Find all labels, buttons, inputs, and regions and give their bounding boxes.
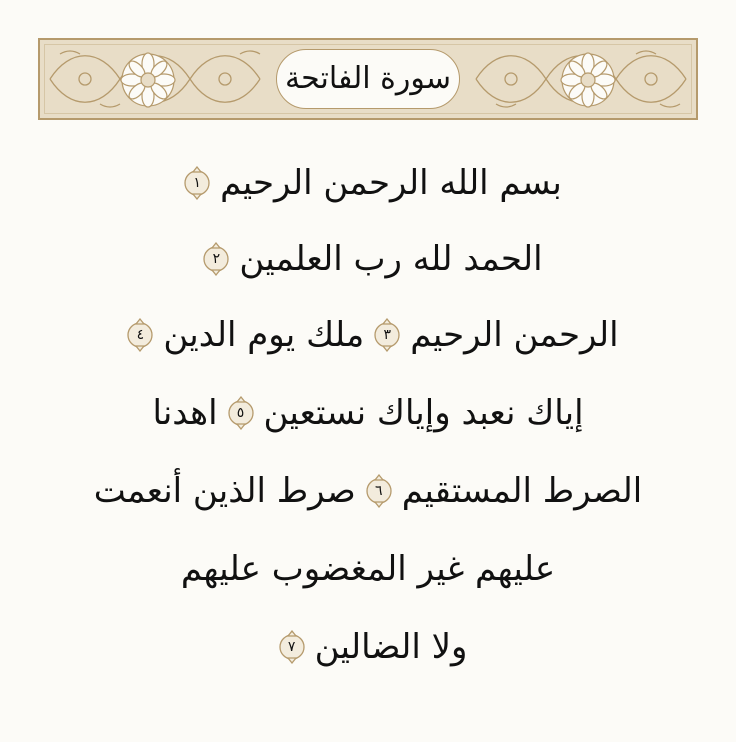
ayah-number: ١ bbox=[193, 174, 201, 191]
verse-line bbox=[40, 302, 696, 364]
ayah-number-marker bbox=[201, 242, 231, 276]
ayah-number: ٢ bbox=[212, 250, 221, 267]
verse-text: صرط الذين أنعمت bbox=[93, 470, 356, 511]
ayah-number-marker bbox=[125, 318, 155, 352]
ayah-number: ٣ bbox=[383, 326, 391, 343]
right-rosette-ornament bbox=[560, 52, 616, 108]
ayah-number-marker bbox=[277, 630, 307, 664]
verse-text: إياك نعبد وإياك نستعين bbox=[263, 392, 584, 433]
left-rosette-ornament bbox=[120, 52, 176, 108]
verse-text: ولا الضالين bbox=[314, 626, 468, 667]
ayah-number: ٤ bbox=[136, 326, 145, 343]
verse-text: عليهم غير المغضوب عليهم bbox=[180, 548, 556, 589]
verse-text: الصرط المستقيم bbox=[401, 470, 643, 511]
verse-text: اهدنا bbox=[152, 392, 218, 433]
ayah-number: ٧ bbox=[287, 638, 296, 655]
verse-text: بسم الله الرحمن الرحيم bbox=[220, 162, 562, 203]
verse-text: ملك يوم الدين bbox=[163, 314, 365, 355]
ayah-number-marker bbox=[226, 396, 256, 430]
verse-line bbox=[40, 614, 696, 676]
surah-header-ornament bbox=[38, 38, 698, 120]
surah-title-plate bbox=[276, 49, 460, 109]
verse-line bbox=[40, 226, 696, 288]
ayah-number-marker bbox=[182, 166, 212, 200]
ayah-number-marker bbox=[364, 474, 394, 508]
verse-line bbox=[40, 458, 696, 520]
verse-line bbox=[40, 380, 696, 442]
ayah-number: ٦ bbox=[375, 482, 383, 499]
ayah-number-marker bbox=[372, 318, 402, 352]
verse-text: الرحمن الرحيم bbox=[410, 314, 619, 355]
ayah-number: ٥ bbox=[236, 404, 245, 421]
verse-line bbox=[40, 150, 696, 212]
verse-text: الحمد لله رب العلمين bbox=[239, 238, 543, 279]
surah-title: سورة الفاتحة bbox=[285, 61, 451, 96]
verse-line bbox=[40, 536, 696, 598]
